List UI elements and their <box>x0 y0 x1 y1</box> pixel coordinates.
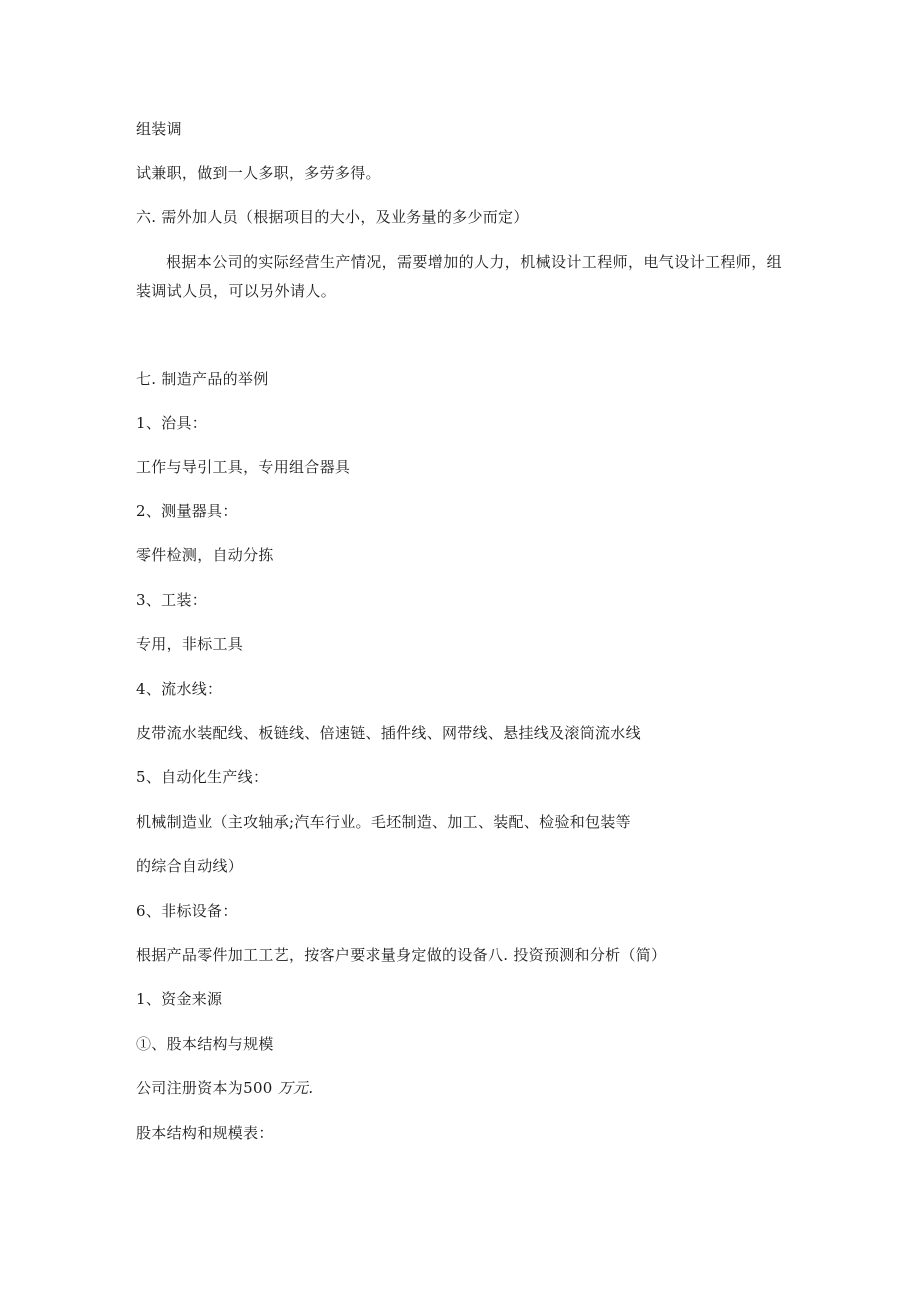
text-line: 试兼职，做到一人多职，多劳多得。 <box>136 164 381 182</box>
text-line: 皮带流水装配线、板链线、倍速链、插件线、网带线、悬挂线及滚筒流水线 <box>136 724 641 742</box>
list-item-heading: 4、流水线： <box>136 680 223 698</box>
list-item-heading: 1、资金来源 <box>136 990 223 1008</box>
text-line: 工作与导引工具，专用组合器具 <box>136 458 351 476</box>
list-item-heading: 6、非标设备： <box>136 902 238 920</box>
text-line: 的综合自动线） <box>136 857 244 875</box>
list-item-heading: 5、自动化生产线： <box>136 768 269 786</box>
text-line: 根据产品零件加工工艺，按客户要求量身定做的设备八. 投资预测和分析（简） <box>136 946 667 964</box>
text-line: 专用，非标工具 <box>136 635 244 653</box>
capital-unit: 万元. <box>277 1079 314 1097</box>
capital-text: 公司注册资本为500 <box>136 1079 273 1097</box>
list-item-heading: 1、治具： <box>136 414 208 432</box>
text-line <box>136 1077 313 1099</box>
section-heading: 七. 制造产品的举例 <box>136 370 269 388</box>
section-heading: 六. 需外加人员（根据项目的大小，及业务量的多少而定） <box>136 208 529 226</box>
text-line: 组装调 <box>136 120 182 138</box>
text-line: 股本结构和规模表： <box>136 1124 274 1142</box>
list-item-heading: ①、股本结构与规模 <box>136 1035 274 1053</box>
list-item-heading: 2、测量器具： <box>136 502 238 520</box>
text-line: 机械制造业（主攻轴承;汽车行业。毛坯制造、加工、装配、检验和包装等 <box>136 813 631 831</box>
list-item-heading: 3、工装： <box>136 591 208 609</box>
text-line: 零件检测，自动分拣 <box>136 546 274 564</box>
paragraph: 根据本公司的实际经营生产情况，需要增加的人力，机械设计工程师，电气设计工程师，组装调试人员，可以另外请人。 <box>136 253 783 300</box>
